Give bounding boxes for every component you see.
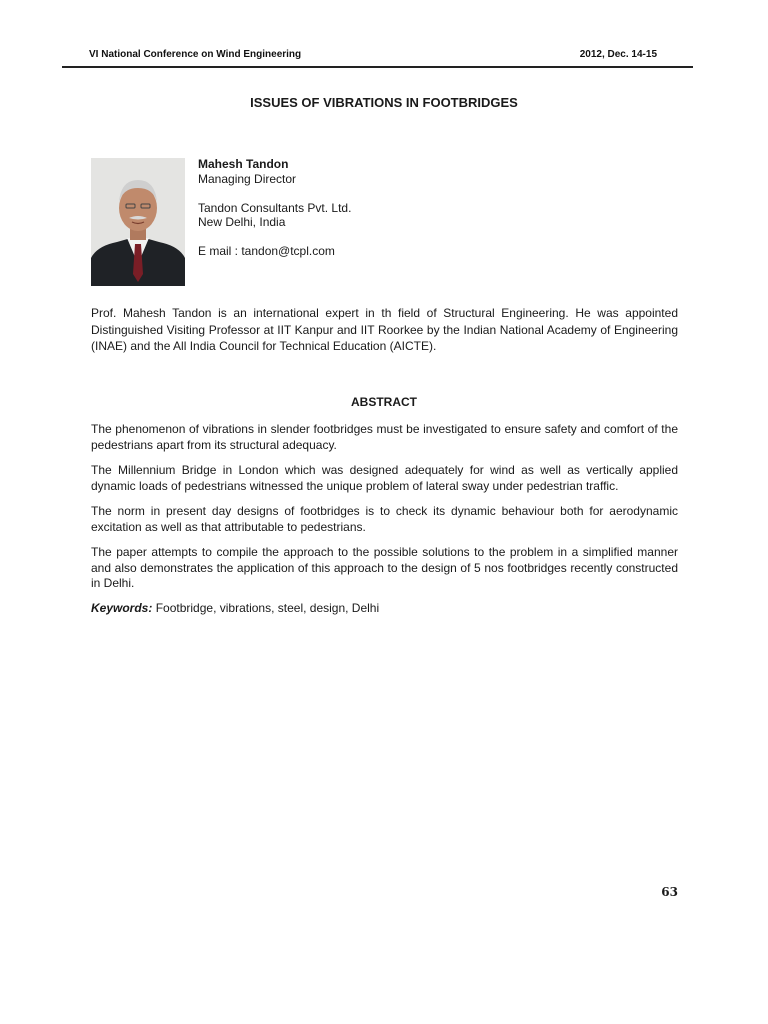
- author-bio: Prof. Mahesh Tandon is an international expert in th field of Structural Engineering. He was appointed Distinguished Visiting Professor at IIT Kanpur and IIT Roorkee by the Indian National Academy of Engineering (INAE) and the All India Council for Technical Education (AICTE).: [91, 306, 678, 353]
- abstract-paragraph: The paper attempts to compile the approach to the possible solutions to the problem in a simplified manner and also demonstrates the application of this approach to the design of 5 nos footbridges recently constructed in Delhi.: [91, 545, 678, 590]
- author-portrait-image: [91, 158, 185, 286]
- abstract-paragraph: The norm in present day designs of footbridges is to check its dynamic behaviour both for aerodynamic excitation as well as that attributable to pedestrians.: [91, 504, 678, 534]
- author-name: Mahesh Tandon: [198, 157, 289, 171]
- keywords-label: Keywords:: [91, 601, 153, 615]
- author-email: E mail : tandon@tcpl.com: [198, 244, 335, 258]
- header-rule: [62, 66, 693, 68]
- author-location: New Delhi, India: [198, 215, 286, 229]
- paper-title: ISSUES OF VIBRATIONS IN FOOTBRIDGES: [250, 95, 518, 110]
- author-block: [198, 157, 351, 259]
- author-photo: [91, 158, 185, 286]
- running-header: [89, 49, 657, 60]
- spacer: [198, 186, 351, 201]
- page-number: 63: [661, 885, 678, 899]
- keywords-line: [91, 601, 678, 617]
- author-company: Tandon Consultants Pvt. Ltd.: [198, 200, 352, 215]
- spacer: [198, 230, 351, 245]
- abstract-paragraph: The Millennium Bridge in London which was designed adequately for wind as well as vertically applied dynamic loads of pedestrians witnessed the unique problem of lateral sway under pedestrian traffic.: [91, 463, 678, 493]
- conference-name: VI National Conference on Wind Engineering: [89, 49, 302, 60]
- abstract-paragraph: The phenomenon of vibrations in slender footbridges must be investigated to ensure safety and comfort of the pedestrians apart from its structural adequacy.: [91, 422, 678, 452]
- abstract-heading: ABSTRACT: [351, 395, 417, 409]
- conference-date: 2012, Dec. 14-15: [579, 49, 657, 60]
- keywords-text: Footbridge, vibrations, steel, design, Delhi: [152, 601, 380, 615]
- author-role: Managing Director: [198, 171, 297, 186]
